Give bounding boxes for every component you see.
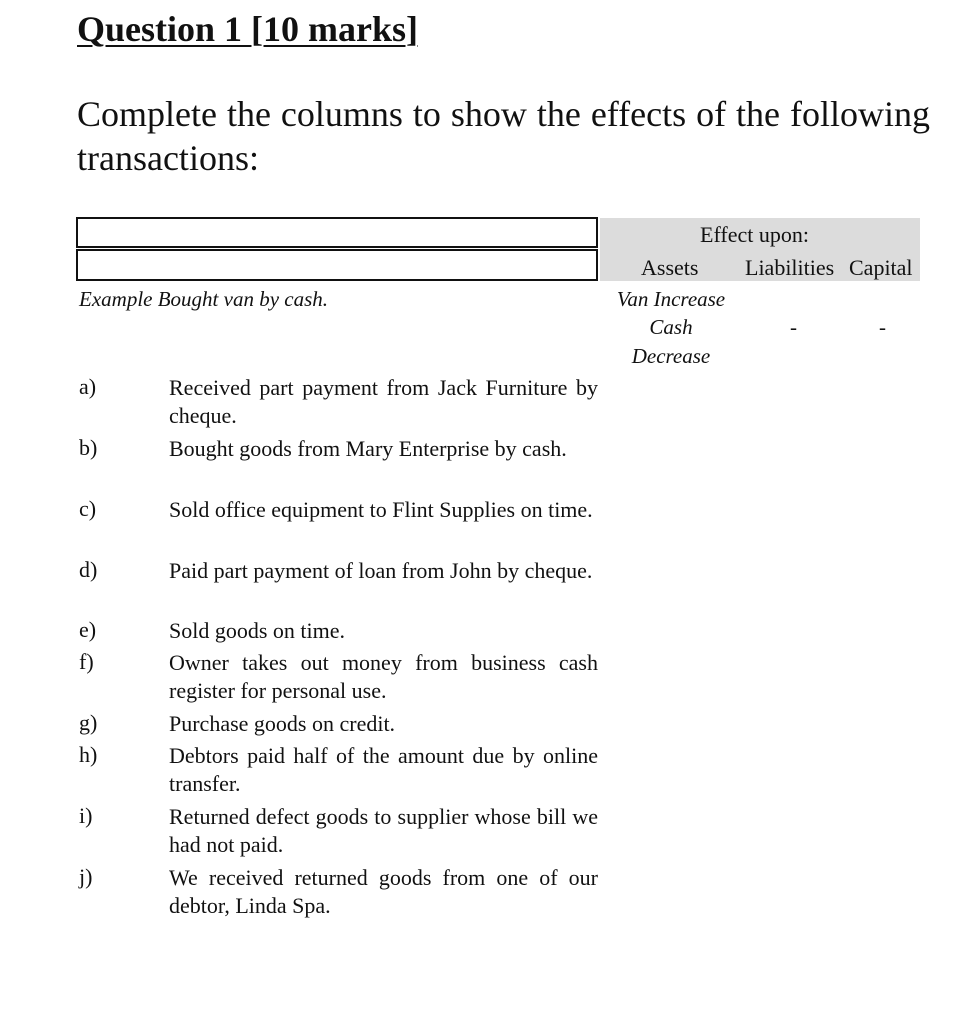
transaction-letter-g: g)	[79, 710, 98, 735]
column-header-assets: Assets	[641, 255, 699, 280]
transaction-text-a: Received part payment from Jack Furniture by cheque.	[169, 375, 598, 428]
transaction-letter-h: h)	[79, 742, 98, 767]
transaction-letter-i: i)	[79, 803, 93, 828]
transaction-text-j: We received returned goods from one of our debtor, Linda Spa.	[169, 865, 598, 918]
example-assets-line-3: Decrease	[631, 344, 711, 368]
instruction-text: Complete the columns to show the effects of the following transactions:	[77, 94, 930, 178]
transaction-text-i: Returned defect goods to supplier whose bill we had not paid.	[169, 804, 598, 857]
example-label: Example Bought van by cash.	[79, 287, 329, 311]
example-liabilities-value: -	[790, 315, 797, 339]
transaction-letter-f: f)	[79, 649, 94, 674]
transaction-letter-e: e)	[79, 617, 97, 642]
transaction-text-d: Paid part payment of loan from John by cheque.	[169, 558, 593, 583]
column-header-capital: Capital	[849, 255, 913, 280]
example-capital-value: -	[879, 315, 886, 339]
header-box-top	[76, 217, 598, 248]
transaction-letter-d: d)	[79, 557, 98, 582]
transaction-text-e: Sold goods on time.	[169, 618, 346, 643]
transaction-text-c: Sold office equipment to Flint Supplies on time.	[169, 497, 593, 522]
transaction-text-h: Debtors paid half of the amount due by online transfer.	[169, 743, 598, 796]
question-heading: Question 1 [10 marks]	[77, 9, 418, 49]
effect-upon-header: Effect upon:	[700, 222, 809, 247]
transaction-letter-a: a)	[79, 374, 97, 399]
transaction-letter-c: c)	[79, 496, 97, 521]
transaction-text-g: Purchase goods on credit.	[169, 711, 396, 736]
column-header-liabilities: Liabilities	[745, 255, 835, 280]
example-assets-line-1: Van Increase	[616, 287, 726, 311]
transaction-text-f: Owner takes out money from business cash register for personal use.	[169, 650, 598, 703]
example-assets-line-2: Cash	[649, 315, 693, 339]
transaction-letter-b: b)	[79, 435, 98, 460]
transaction-text-b: Bought goods from Mary Enterprise by cash.	[169, 436, 567, 461]
transaction-letter-j: j)	[79, 864, 93, 889]
header-box-bottom	[76, 249, 598, 281]
